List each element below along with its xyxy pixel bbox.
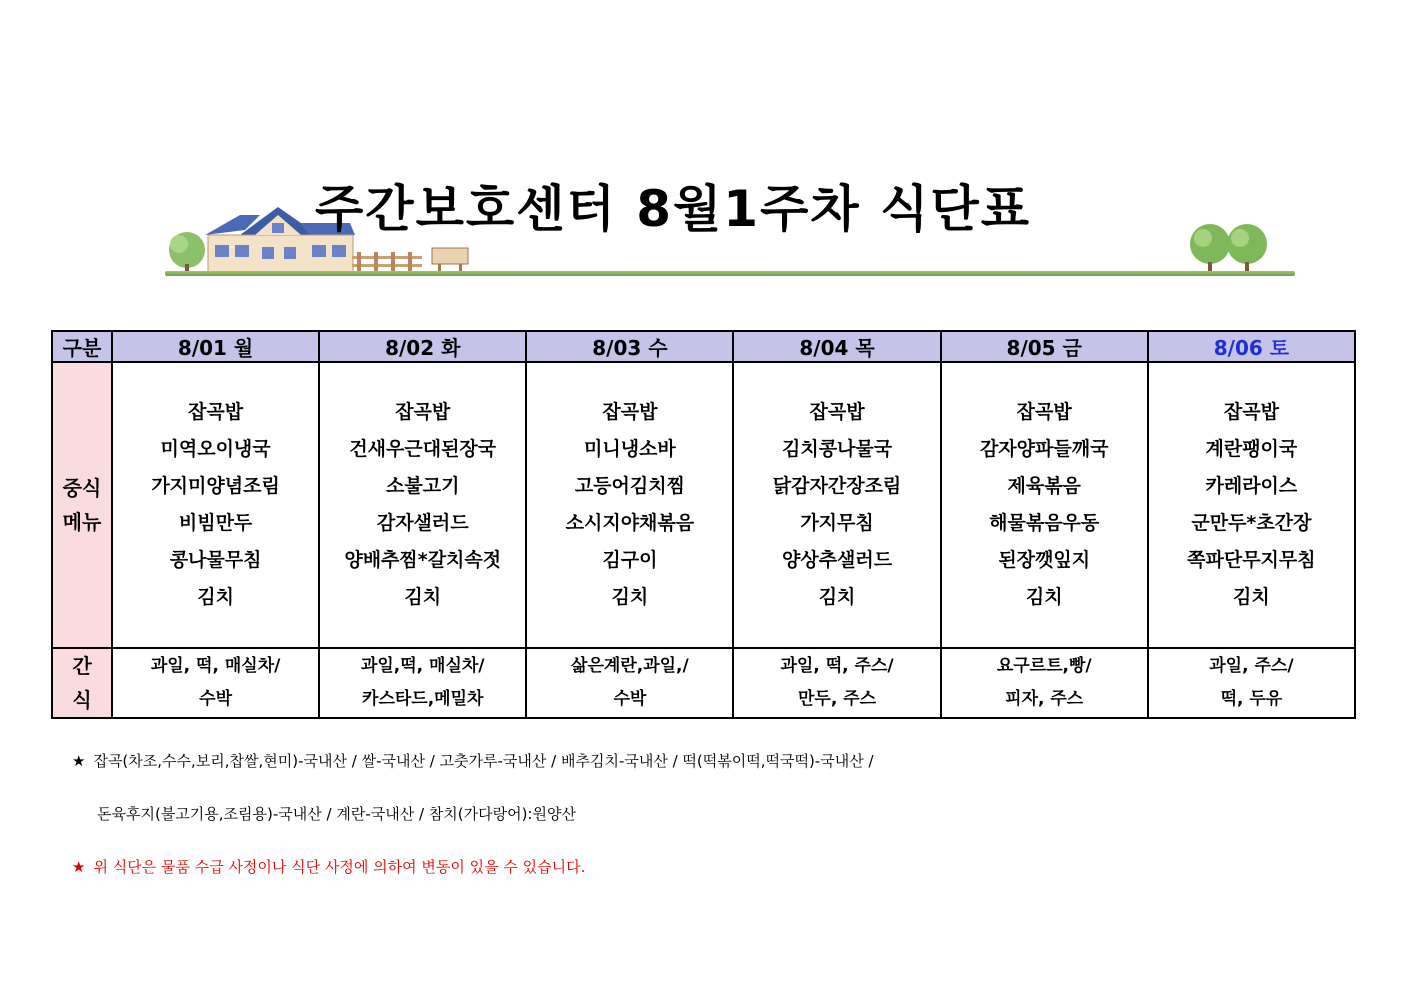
dish: 미니냉소바: [584, 438, 676, 460]
dish: 김치: [1233, 586, 1270, 608]
day-header-saturday: 8/06 토: [1148, 331, 1355, 362]
snack-cell: [319, 648, 526, 718]
lunch-cell: [941, 362, 1148, 648]
lunch-row: [52, 362, 1355, 648]
dish: 김치: [404, 586, 442, 608]
dish: 닭감자간장조림: [772, 475, 902, 497]
dish: 잡곡밥: [809, 401, 865, 423]
lunch-label: [52, 362, 112, 648]
snack-item: 삶은계란,과일,/: [571, 656, 689, 676]
fence-illustration: [352, 246, 472, 272]
dish: 계란팽이국: [1205, 438, 1298, 460]
dish: 양상추샐러드: [781, 549, 893, 571]
ground-strip: [165, 271, 1295, 276]
lunch-cell: [526, 362, 733, 648]
snack-item: 떡, 두유: [1220, 689, 1283, 709]
dish: 감자샐러드: [376, 512, 469, 534]
snack-cell: [941, 648, 1148, 718]
snack-item: 수박: [199, 689, 232, 709]
dish: 가지미양념조림: [151, 475, 280, 497]
day-header: 8/02 화: [319, 331, 526, 362]
change-notice: [72, 856, 585, 877]
origin-note-line2: [97, 803, 576, 824]
snack-item: 수박: [613, 689, 647, 709]
snack-cell: [1148, 648, 1355, 718]
lunch-cell: [319, 362, 526, 648]
dish: 김치: [197, 586, 234, 608]
dish: 콩나물무침: [169, 549, 262, 571]
dish: 잡곡밥: [395, 401, 451, 423]
dish: 김치: [818, 586, 856, 608]
dish: 해물볶음우동: [989, 512, 1100, 534]
snack-label-line: 간: [72, 654, 92, 678]
snack-label-line: 식: [72, 688, 92, 712]
dish: 카레라이스: [1205, 475, 1298, 497]
dish: 잡곡밥: [188, 401, 244, 423]
dish: 비빔만두: [178, 512, 253, 534]
snack-label: [52, 648, 112, 718]
notice-text: 위 식단은 물품 수급 사정이나 식단 사정에 의하여 변동이 있을 수 있습니다.: [93, 858, 586, 876]
dish: 가지무침: [800, 512, 874, 534]
menu-table: [51, 330, 1356, 719]
dish: 된장깻잎지: [998, 549, 1091, 571]
snack-row: [52, 648, 1355, 718]
dish: 김구이: [602, 549, 658, 571]
snack-cell: [526, 648, 733, 718]
star-icon: ★: [72, 858, 86, 876]
snack-item: 요구르트,빵/: [996, 656, 1092, 676]
dish: 고등어김치찜: [574, 475, 685, 497]
corner-label: 구분: [52, 331, 112, 362]
dish: 제육볶음: [1007, 475, 1081, 497]
origin-note-line1: [72, 750, 874, 771]
snack-item: 과일,떡, 매실차/: [360, 656, 485, 676]
dish: 김치콩나물국: [781, 438, 893, 460]
dish: 김치: [611, 586, 649, 608]
lunch-cell: [1148, 362, 1355, 648]
snack-cell: [112, 648, 319, 718]
lunch-cell: [733, 362, 940, 648]
snack-item: 만두, 주스: [798, 689, 877, 709]
snack-item: 과일, 주스/: [1209, 656, 1294, 676]
snack-item: 카스타드,메밀차: [362, 689, 484, 709]
lunch-label-line: 중식: [62, 476, 102, 500]
dish: 미역오이냉국: [160, 438, 271, 460]
snack-item: 과일, 떡, 주스/: [780, 656, 894, 676]
day-header: 8/04 목: [733, 331, 940, 362]
day-header: 8/01 월: [112, 331, 319, 362]
dish: 잡곡밥: [602, 401, 658, 423]
dish: 소시지야채볶음: [565, 512, 695, 534]
dish: 건새우근대된장국: [349, 438, 497, 460]
trees-illustration: [1185, 222, 1275, 274]
page-title: 주간보호센터 8월1주차 식단표: [315, 180, 1031, 238]
dish: 쪽파단무지무침: [1187, 549, 1316, 571]
snack-item: 과일, 떡, 매실차/: [150, 656, 281, 676]
day-header: 8/05 금: [941, 331, 1148, 362]
origin-text: 돈육후지(불고기용,조림용)-국내산 / 계란-국내산 / 참치(가다랑어):원양산: [97, 805, 576, 823]
day-header: 8/03 수: [526, 331, 733, 362]
origin-text: 잡곡(차조,수수,보리,찹쌀,현미)-국내산 / 쌀-국내산 / 고춧가루-국내산 / 배추김치-국내산 / 떡(떡볶이떡,떡국떡)-국내산 /: [93, 752, 874, 770]
dish: 양배추찜*갈치속젓: [344, 549, 502, 571]
lunch-cell: [112, 362, 319, 648]
snack-cell: [733, 648, 940, 718]
lunch-label-line: 메뉴: [62, 510, 102, 534]
dish: 잡곡밥: [1223, 401, 1279, 423]
dish: 감자양파들깨국: [979, 438, 1109, 460]
snack-item: 피자, 주스: [1005, 689, 1084, 709]
dish: 김치: [1025, 586, 1063, 608]
dish: 소불고기: [386, 475, 460, 497]
header-row: [52, 331, 1355, 362]
star-icon: ★: [72, 752, 86, 770]
dish: 군만두*초간장: [1191, 512, 1312, 534]
dish: 잡곡밥: [1016, 401, 1072, 423]
